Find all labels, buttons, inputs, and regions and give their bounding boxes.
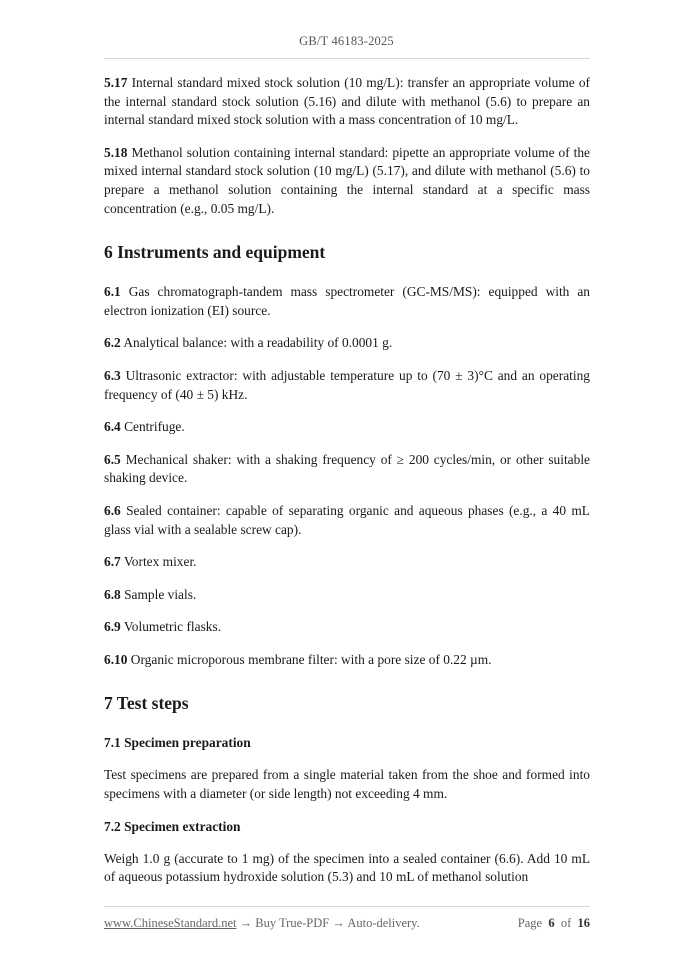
clause-5-18 [104, 144, 590, 218]
clause-number: 6.10 [104, 651, 128, 667]
clause-number: 6.6 [104, 502, 121, 518]
page-number: 6 [548, 916, 555, 930]
clause-number: 6.5 [104, 451, 121, 467]
clause-6-9 [104, 618, 590, 637]
clause-number: 6.1 [104, 284, 121, 300]
footer-divider [104, 906, 590, 907]
clause-6-2 [104, 334, 590, 353]
section-7-heading: 7 Test steps [104, 693, 189, 714]
site-link[interactable]: www.ChineseStandard.net [104, 916, 237, 930]
clause-text: Vortex mixer. [123, 554, 197, 570]
clause-number: 6.7 [104, 554, 121, 570]
subsection-7-1-text: Test specimens are prepared from a single material taken from the shoe and formed into specimens with a diameter (or side length) not exceeding 4 mm. [104, 767, 590, 802]
page-word: Page [517, 916, 543, 930]
clause-number: 6.9 [104, 619, 121, 635]
arrow-icon: → [329, 916, 348, 930]
clause-6-5 [104, 451, 590, 488]
clause-text: Analytical balance: with a readability of 0.0001 g. [123, 335, 393, 351]
clause-6-10 [104, 651, 590, 670]
page-total: 16 [577, 916, 590, 930]
clause-text: Sealed container: capable of separating organic and aqueous phases (e.g., a 40 mL glass vial with a sealable screw cap). [104, 502, 590, 537]
clause-text: Methanol solution containing internal standard: pipette an appropriate volume of the mixed internal standard stock solution (10 mg/L) (5.17), and dilute with methanol (5.6) to prepare a methanol solution containing the internal standard at a specific mass concentration (e.g., 0.05 mg/L). [104, 144, 590, 216]
section-6-heading: 6 Instruments and equipment [104, 242, 326, 263]
clause-text: Sample vials. [124, 586, 197, 602]
clause-6-4 [104, 418, 590, 437]
clause-6-6 [104, 502, 590, 539]
clause-6-7 [104, 553, 590, 572]
document-code-header: GB/T 46183-2025 [299, 34, 394, 48]
page-body [104, 74, 590, 901]
clause-text: Gas chromatograph-tandem mass spectrometer (GC-MS/MS): equipped with an electron ionization (EI) source. [104, 284, 590, 318]
clause-text: Organic microporous membrane filter: with a pore size of 0.22 µm. [130, 651, 492, 667]
clause-number: 6.2 [104, 335, 121, 351]
clause-number: 5.18 [104, 144, 128, 160]
page-indicator [518, 916, 590, 931]
clause-6-3 [104, 367, 590, 404]
clause-text: Ultrasonic extractor: with adjustable temperature up to (70 ± 3)°C and an operating frequency of (40 ± 5) kHz. [104, 367, 590, 402]
footer-links [104, 916, 420, 931]
of-word: of [560, 916, 572, 930]
clause-6-8 [104, 586, 590, 605]
header-divider [104, 58, 590, 59]
clause-number: 6.8 [104, 586, 121, 602]
clause-text: Internal standard mixed stock solution (10 mg/L): transfer an appropriate volume of the internal standard stock solution (5.16) and dilute with methanol (5.6) to prepare an internal standard mixed stock solution with a mass concentration of 10 mg/L. [104, 75, 590, 128]
clause-number: 6.3 [104, 367, 121, 383]
clause-5-17 [104, 74, 590, 130]
auto-delivery-text: Auto-delivery. [347, 916, 420, 930]
clause-number: 6.4 [104, 419, 121, 435]
arrow-icon: → [236, 916, 256, 930]
subsection-7-2-text: Weigh 1.0 g (accurate to 1 mg) of the specimen into a sealed container (6.6). Add 10 mL of aqueous potassium hydroxide solution (5.3) and 10 mL of methanol solution [104, 850, 590, 885]
clause-6-1 [104, 283, 590, 320]
clause-text: Centrifuge. [124, 419, 185, 435]
clause-text: Volumetric flasks. [123, 619, 222, 635]
clause-number: 5.17 [104, 75, 128, 90]
subsection-7-2-heading: 7.2 Specimen extraction [104, 818, 241, 834]
subsection-7-1-heading: 7.1 Specimen preparation [104, 735, 251, 751]
clause-text: Mechanical shaker: with a shaking frequency of ≥ 200 cycles/min, or other suitable shaking device. [104, 451, 590, 486]
buy-pdf-text: Buy True-PDF [255, 916, 330, 930]
